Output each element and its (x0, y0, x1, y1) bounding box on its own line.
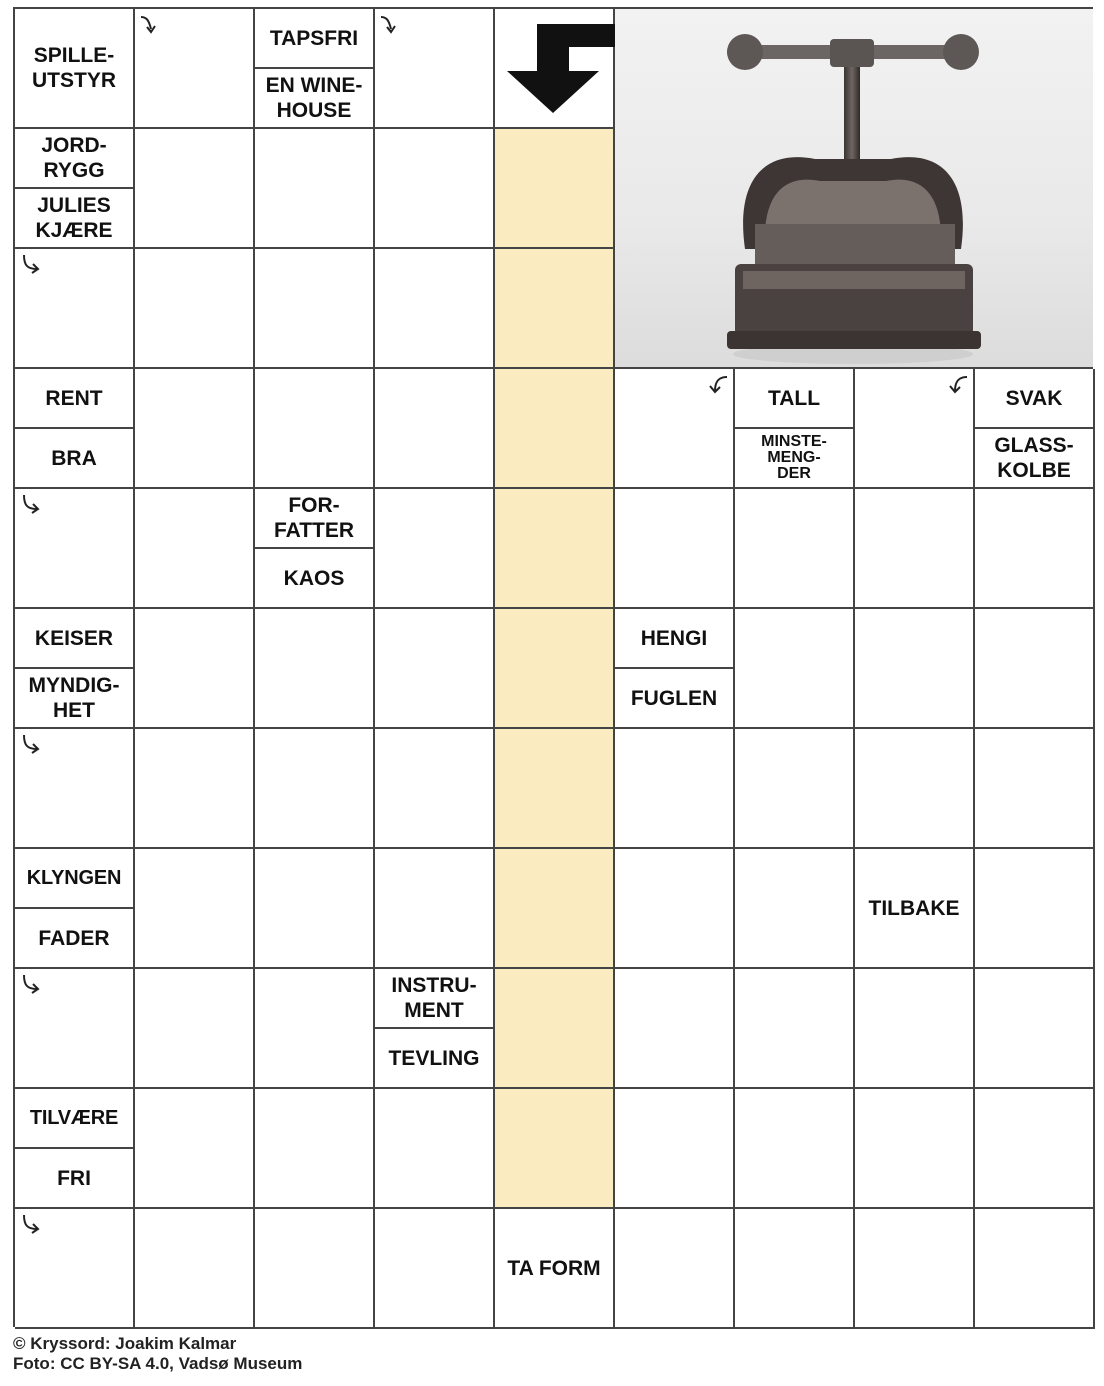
clue-instrument: INSTRU- MENT (375, 969, 495, 1029)
answer-cell[interactable] (495, 609, 615, 729)
clue-tevling: TEVLING (375, 1029, 495, 1089)
answer-cell[interactable] (135, 1089, 255, 1209)
answer-cell[interactable] (135, 489, 255, 609)
answer-cell[interactable] (375, 1089, 495, 1209)
hook-right-arrow-icon (19, 733, 45, 759)
answer-cell[interactable] (735, 1209, 855, 1329)
answer-cell[interactable] (375, 1209, 495, 1329)
answer-cell[interactable] (255, 969, 375, 1089)
answer-cell[interactable] (735, 849, 855, 969)
direction-arrow-cell (495, 9, 615, 129)
clue-forfatter: FOR- FATTER (255, 489, 375, 549)
answer-cell[interactable] (495, 249, 615, 369)
answer-cell[interactable] (855, 1209, 975, 1329)
clue-tall: TALL (735, 369, 855, 429)
curl-down-arrow-icon (139, 13, 165, 39)
answer-cell[interactable] (255, 129, 375, 249)
answer-cell[interactable] (735, 1089, 855, 1209)
clue-fuglen: FUGLEN (615, 669, 735, 729)
answer-cell[interactable] (855, 1089, 975, 1209)
clue-en-winehouse: EN WINE- HOUSE (255, 69, 375, 129)
answer-cell[interactable] (975, 849, 1095, 969)
clue-fader: FADER (15, 909, 135, 969)
clue-julies-kjaere: JULIES KJÆRE (15, 189, 135, 249)
answer-cell[interactable] (135, 729, 255, 849)
clue-tilbake: TILBAKE (855, 849, 975, 969)
answer-cell[interactable] (255, 849, 375, 969)
answer-cell[interactable] (615, 969, 735, 1089)
clue-klyngen: KLYNGEN (15, 849, 135, 909)
answer-cell[interactable] (255, 1209, 375, 1329)
clue-spilleutstyr: SPILLE- UTSTYR (15, 9, 135, 129)
answer-cell[interactable] (135, 369, 255, 489)
answer-cell[interactable] (855, 609, 975, 729)
answer-cell[interactable] (975, 1089, 1095, 1209)
answer-cell[interactable] (375, 249, 495, 369)
clue-ta-form: TA FORM (495, 1209, 615, 1329)
answer-cell[interactable] (135, 969, 255, 1089)
answer-cell[interactable] (975, 969, 1095, 1089)
answer-cell[interactable] (735, 609, 855, 729)
answer-cell[interactable] (735, 969, 855, 1089)
answer-cell[interactable] (135, 1209, 255, 1329)
answer-cell[interactable] (615, 1089, 735, 1209)
answer-cell[interactable] (615, 849, 735, 969)
answer-cell[interactable] (735, 729, 855, 849)
big-down-arrow-icon (495, 9, 615, 129)
answer-cell[interactable] (135, 249, 255, 369)
answer-cell[interactable] (495, 969, 615, 1089)
crossword-credit: © Kryssord: Joakim Kalmar (13, 1334, 237, 1353)
answer-cell[interactable] (975, 609, 1095, 729)
answer-cell[interactable] (495, 849, 615, 969)
hook-left-arrow-icon (945, 373, 971, 399)
credits (13, 1334, 302, 1374)
answer-cell[interactable] (135, 129, 255, 249)
answer-cell[interactable] (255, 609, 375, 729)
answer-cell[interactable] (855, 489, 975, 609)
clue-kaos: KAOS (255, 549, 375, 609)
answer-cell[interactable] (975, 489, 1095, 609)
answer-cell[interactable] (255, 729, 375, 849)
clue-svak: SVAK (975, 369, 1095, 429)
answer-cell[interactable] (375, 729, 495, 849)
answer-cell[interactable] (495, 489, 615, 609)
answer-cell[interactable] (375, 489, 495, 609)
hook-right-arrow-icon (19, 253, 45, 279)
answer-cell[interactable] (375, 129, 495, 249)
clue-keiser: KEISER (15, 609, 135, 669)
clue-tilvaere: TILVÆRE (15, 1089, 135, 1149)
answer-cell[interactable] (855, 729, 975, 849)
clue-myndighet: MYNDIG- HET (15, 669, 135, 729)
book-press-photo (615, 9, 1093, 369)
answer-cell[interactable] (975, 729, 1095, 849)
answer-cell[interactable] (615, 729, 735, 849)
hook-right-arrow-icon (19, 493, 45, 519)
answer-cell[interactable] (135, 609, 255, 729)
clue-fri: FRI (15, 1149, 135, 1209)
curl-down-arrow-icon (379, 13, 405, 39)
answer-cell[interactable] (855, 969, 975, 1089)
answer-cell[interactable] (255, 369, 375, 489)
hook-right-arrow-icon (19, 1213, 45, 1239)
answer-cell[interactable] (735, 489, 855, 609)
clue-bra: BRA (15, 429, 135, 489)
answer-cell[interactable] (615, 1209, 735, 1329)
answer-cell[interactable] (375, 849, 495, 969)
clue-minstemengder: MINSTE- MENG- DER (735, 429, 855, 489)
answer-cell[interactable] (255, 1089, 375, 1209)
answer-cell[interactable] (495, 129, 615, 249)
answer-cell[interactable] (615, 489, 735, 609)
hook-left-arrow-icon (705, 373, 731, 399)
answer-cell[interactable] (495, 729, 615, 849)
answer-cell[interactable] (975, 1209, 1095, 1329)
answer-cell[interactable] (255, 249, 375, 369)
answer-cell[interactable] (495, 1089, 615, 1209)
clue-glasskolbe: GLASS- KOLBE (975, 429, 1095, 489)
answer-cell[interactable] (375, 609, 495, 729)
clue-jordrygg: JORD- RYGG (15, 129, 135, 189)
clue-hengi: HENGI (615, 609, 735, 669)
answer-cell[interactable] (375, 369, 495, 489)
clue-rent: RENT (15, 369, 135, 429)
answer-cell[interactable] (135, 849, 255, 969)
clue-tapsfri: TAPSFRI (255, 9, 375, 69)
photo-credit: Foto: CC BY-SA 4.0, Vadsø Museum (13, 1354, 303, 1373)
hook-right-arrow-icon (19, 973, 45, 999)
crossword-grid (13, 7, 1093, 1327)
answer-cell[interactable] (495, 369, 615, 489)
